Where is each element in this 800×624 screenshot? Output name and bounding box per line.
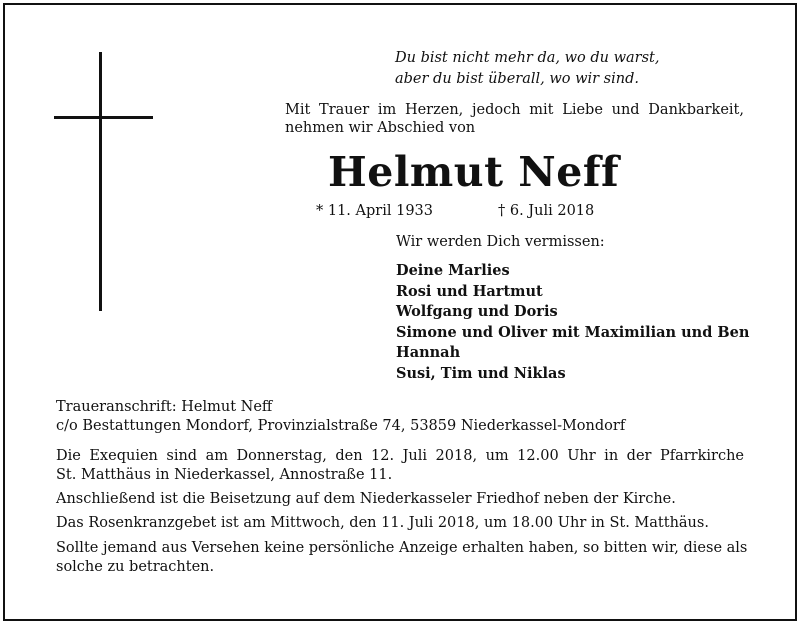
quote-line: Du bist nicht mehr da, wo du warst, <box>395 50 660 66</box>
intro-text <box>285 101 744 137</box>
rosary-notice: Das Rosenkranzgebet ist am Mittwoch, den 11. Juli 2018, um 18.00 Uhr in St. Matthäus. <box>56 515 709 531</box>
mourner-name: Susi, Tim und Niklas <box>396 364 566 382</box>
deceased-name: Helmut Neff <box>328 148 620 196</box>
note-line: Sollte jemand aus Versehen keine persönliche Anzeige erhalten haben, so bitten wir, diese als <box>56 540 748 556</box>
mourner-list <box>396 261 749 384</box>
exequien-line: Die Exequien sind am Donnerstag, den 12. Juli 2018, um 12.00 Uhr in der Pfarrkirche <box>56 448 744 464</box>
address-line: Traueranschrift: Helmut Neff <box>56 399 273 415</box>
cross-icon <box>99 52 102 311</box>
mourner-name: Rosi und Hartmut <box>396 282 543 300</box>
death-date: † 6. Juli 2018 <box>498 203 595 219</box>
mourner-name: Simone und Oliver mit Maximilian und Ben <box>396 323 750 341</box>
mourning-address <box>56 398 625 436</box>
intro-line: Mit Trauer im Herzen, jedoch mit Liebe und Dankbarkeit, <box>285 102 744 118</box>
mourner-name: Wolfgang und Doris <box>396 303 558 320</box>
mourner-name: Deine Marlies <box>396 262 510 279</box>
birth-date: * 11. April 1933 <box>316 203 433 219</box>
mourners-intro: Wir werden Dich vermissen: <box>396 234 605 250</box>
note-line: solche zu betrachten. <box>56 559 215 575</box>
personal-notice <box>56 539 748 577</box>
exequien-line: St. Matthäus in Niederkassel, Annostraße 11. <box>56 467 393 483</box>
cross-icon-bar <box>54 116 153 119</box>
address-line: c/o Bestattungen Mondorf, Provinzialstraße 74, 53859 Niederkassel-Mondorf <box>56 418 626 434</box>
intro-line: nehmen wir Abschied von <box>285 120 476 136</box>
quote <box>395 48 659 90</box>
burial-notice: Anschließend ist die Beisetzung auf dem Niederkasseler Friedhof neben der Kirche. <box>56 491 676 507</box>
mourner-name: Hannah <box>396 344 461 361</box>
funeral-notice <box>56 447 744 485</box>
quote-line: aber du bist überall, wo wir sind. <box>395 71 639 87</box>
